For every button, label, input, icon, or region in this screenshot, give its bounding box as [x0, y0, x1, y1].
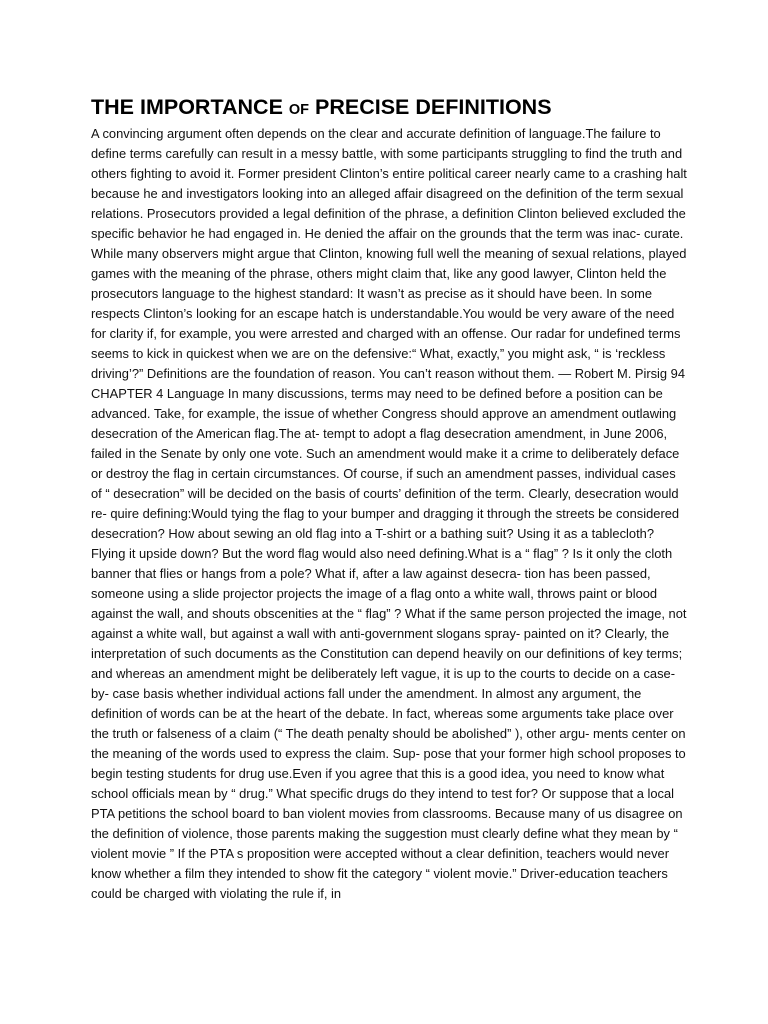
document-title	[91, 94, 687, 123]
body-paragraph: A convincing argument often depends on the clear and accurate definition of language.The failure to define terms carefully can result in a messy battle, with some participants struggling to find the truth and others fighting to avoid it. Former president Clinton’s entire political career nearly came to a crashing halt because he and investigators looking into an alleged affair disagreed on the definition of the term sexual relations. Prosecutors provided a legal definition of the phrase, a definition Clinton believed excluded the specific behavior he had engaged in. He denied the affair on the grounds that the term was inac- curate. While many observers might argue that Clinton, knowing full well the meaning of sexual relations, played games with the meaning of the phrase, others might claim that, like any good lawyer, Clinton held the prosecutors language to the highest standard: It wasn’t as precise as it should have been. In some respects Clinton’s looking for an escape hatch is understandable.You would be very aware of the need for clarity if, for example, you were arrested and charged with an offense. Our radar for undefined terms seems to kick in quickest when we are on the defensive:“ What, exactly,” you might ask, “ is ‘reckless driving’?” Definitions are the foundation of reason. You can’t reason without them. — Robert M. Pirsig 94 CHAPTER 4 Language In many discussions, terms may need to be defined before a position can be advanced. Take, for example, the issue of whether Congress should approve an amendment outlawing desecration of the American flag.The at- tempt to adopt a flag desecration amendment, in June 2006, failed in the Senate by only one vote. Such an amendment would make it a crime to deliberately deface or destroy the flag in certain circumstances. Of course, if such an amendment passes, individual cases of “ desecration” will be decided on the basis of courts’ definition of the term. Clearly, desecration would re- quire defining:Would tying the flag to your bumper and dragging it through the streets be considered desecration? How about sewing an old flag into a T-shirt or a bathing suit? Using it as a tablecloth? Flying it upside down? But the word flag would also need defining.What is a “ flag” ? Is it only the cloth banner that flies or hangs from a pole? What if, after a law against desecra- tion has been passed, someone using a slide projector projects the image of a flag onto a white wall, throws paint or blood against the wall, and shouts obscenities at the “ flag” ? What if the same person projected the image, not against a white wall, but against a wall with anti-government slogans spray- painted on it? Clearly, the interpretation of such documents as the Constitution can depend heavily on our definitions of key terms; and whereas an amendment might be deliberately left vague, it is up to the courts to decide on a case-by- case basis whether individual actions fall under the amendment. In almost any argument, the definition of words can be at the heart of the debate. In fact, whereas some arguments take place over the truth or falseness of a claim (“ The death penalty should be abolished” ), other argu- ments center on the meaning of the words used to express the claim. Sup- pose that your former high school proposes to begin testing students for drug use.Even if you agree that this is a good idea, you need to know what school officials mean by “ drug.” What specific drugs do they intend to test for? Or suppose that a local PTA petitions the school board to ban violent movies from classrooms. Because many of us disagree on the definition of violence, those parents making the suggestion must clearly define what they mean by “ violent movie ” If the PTA s proposition were accepted without a clear definition, teachers would never know whether a film they intended to show fit the category “ violent movie.” Driver-education teachers could be charged with violating the rule if, in	[91, 126, 687, 901]
document-content	[91, 94, 687, 904]
title-part-2: OF	[288, 102, 310, 118]
title-part-1: THE IMPORTANCE	[91, 95, 289, 119]
title-part-3: PRECISE DEFINITIONS	[309, 95, 552, 119]
